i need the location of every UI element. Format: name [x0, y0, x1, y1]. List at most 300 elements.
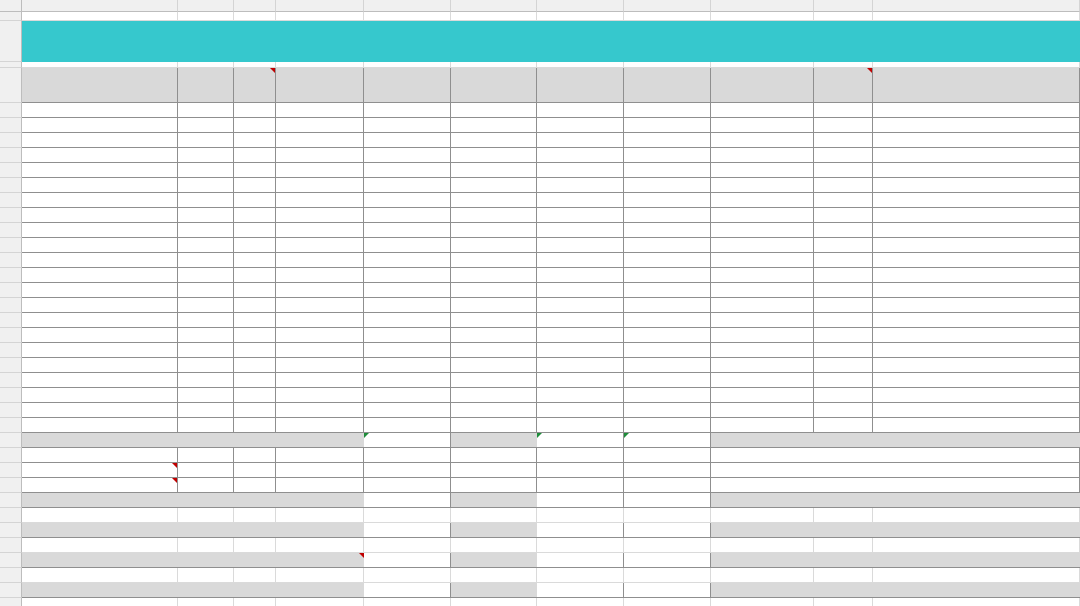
currency-cell[interactable] — [537, 403, 624, 418]
currency-cell[interactable] — [537, 118, 624, 133]
cell-c[interactable] — [234, 148, 276, 163]
cell-d[interactable] — [276, 448, 364, 463]
currency-cell[interactable] — [624, 208, 711, 223]
row-header[interactable] — [0, 238, 22, 253]
cell[interactable] — [234, 568, 276, 583]
cell-d[interactable] — [276, 118, 364, 133]
cell-f[interactable] — [451, 388, 537, 403]
cell-c[interactable] — [234, 403, 276, 418]
cell-f[interactable] — [451, 208, 537, 223]
comment-indicator-icon[interactable] — [867, 68, 872, 73]
cell-i[interactable] — [711, 388, 814, 403]
cell-b[interactable] — [178, 133, 234, 148]
error-indicator-icon[interactable] — [364, 433, 369, 438]
row-header[interactable] — [0, 478, 22, 493]
row-header[interactable] — [0, 103, 22, 118]
cell-f[interactable] — [451, 478, 537, 493]
currency-cell[interactable] — [537, 418, 624, 433]
row-header[interactable] — [0, 148, 22, 163]
cell-i[interactable] — [711, 178, 814, 193]
cell-f[interactable] — [451, 313, 537, 328]
labour_items-name[interactable] — [22, 463, 178, 478]
column-header-b[interactable] — [178, 0, 234, 12]
cell[interactable] — [537, 568, 624, 583]
currency-cell[interactable] — [364, 178, 451, 193]
cell[interactable] — [234, 508, 276, 523]
cell-b[interactable] — [178, 268, 234, 283]
cell-c[interactable] — [234, 388, 276, 403]
cell-c[interactable] — [234, 208, 276, 223]
items-name[interactable] — [22, 418, 178, 433]
cell-j[interactable] — [814, 148, 873, 163]
cell[interactable] — [624, 598, 711, 606]
select-all-corner[interactable] — [0, 0, 22, 12]
currency-cell[interactable] — [624, 223, 711, 238]
currency-cell[interactable] — [364, 328, 451, 343]
cell-k[interactable] — [873, 118, 1080, 133]
cell[interactable] — [711, 12, 814, 21]
cell-d[interactable] — [276, 268, 364, 283]
cell-c[interactable] — [234, 238, 276, 253]
cell-i[interactable] — [711, 223, 814, 238]
currency-cell[interactable] — [364, 268, 451, 283]
cell-c[interactable] — [234, 253, 276, 268]
cell-k[interactable] — [873, 343, 1080, 358]
cell-b[interactable] — [178, 343, 234, 358]
row-header[interactable] — [0, 328, 22, 343]
cell-k[interactable] — [873, 298, 1080, 313]
cell[interactable] — [814, 12, 873, 21]
cell-f[interactable] — [451, 463, 537, 478]
cell-c[interactable] — [234, 358, 276, 373]
cell-c[interactable] — [234, 478, 276, 493]
column-header-f[interactable] — [451, 0, 537, 12]
cell-j[interactable] — [814, 193, 873, 208]
cell[interactable] — [814, 568, 873, 583]
items-name[interactable] — [22, 343, 178, 358]
currency-cell[interactable] — [364, 298, 451, 313]
cell[interactable] — [537, 12, 624, 21]
items-name[interactable] — [22, 283, 178, 298]
cell-d[interactable] — [276, 328, 364, 343]
currency-cell[interactable] — [364, 283, 451, 298]
currency-cell[interactable] — [624, 163, 711, 178]
cell-f[interactable] — [451, 178, 537, 193]
currency-cell[interactable] — [364, 403, 451, 418]
cell[interactable] — [178, 568, 234, 583]
currency-cell[interactable] — [624, 313, 711, 328]
subtotal-build-value[interactable] — [624, 523, 711, 538]
cell-f[interactable] — [451, 223, 537, 238]
cell-i[interactable] — [711, 238, 814, 253]
cell-d[interactable] — [276, 178, 364, 193]
items-name[interactable] — [22, 193, 178, 208]
cell-j[interactable] — [814, 313, 873, 328]
cell-k[interactable] — [873, 313, 1080, 328]
items-name[interactable] — [22, 268, 178, 283]
currency-cell[interactable] — [624, 193, 711, 208]
cell-c[interactable] — [234, 463, 276, 478]
cell-i[interactable] — [711, 478, 1080, 493]
error-indicator-icon[interactable] — [624, 433, 629, 438]
cell-b[interactable] — [178, 163, 234, 178]
currency-cell[interactable] — [624, 148, 711, 163]
cell-b[interactable] — [178, 373, 234, 388]
cell-j[interactable] — [814, 403, 873, 418]
items-name[interactable] — [22, 103, 178, 118]
row-header[interactable] — [0, 538, 22, 553]
currency-cell[interactable] — [537, 253, 624, 268]
cell-f[interactable] — [451, 133, 537, 148]
cell[interactable] — [234, 12, 276, 21]
currency-cell[interactable] — [364, 193, 451, 208]
currency-cell[interactable] — [537, 313, 624, 328]
currency-cell[interactable] — [624, 373, 711, 388]
currency-cell[interactable] — [537, 193, 624, 208]
cell-b[interactable] — [178, 148, 234, 163]
currency-cell[interactable] — [364, 478, 451, 493]
cell-k[interactable] — [873, 163, 1080, 178]
cell[interactable] — [276, 508, 364, 523]
items-name[interactable] — [22, 373, 178, 388]
cell-j[interactable] — [814, 118, 873, 133]
cell-b[interactable] — [178, 313, 234, 328]
cell-k[interactable] — [873, 223, 1080, 238]
cell-f[interactable] — [451, 193, 537, 208]
currency-cell[interactable] — [537, 463, 624, 478]
cell-j[interactable] — [814, 358, 873, 373]
column-header-c[interactable] — [234, 0, 276, 12]
cell-j[interactable] — [814, 268, 873, 283]
currency-cell[interactable] — [624, 253, 711, 268]
cell[interactable] — [537, 598, 624, 606]
cell-d[interactable] — [276, 463, 364, 478]
items-name[interactable] — [22, 133, 178, 148]
row-header[interactable] — [0, 583, 22, 598]
cell-i[interactable] — [711, 253, 814, 268]
row-header[interactable] — [0, 193, 22, 208]
cell-b[interactable] — [178, 388, 234, 403]
cell[interactable] — [276, 12, 364, 21]
subtotal-labour-value[interactable] — [537, 493, 624, 508]
labour_items-name[interactable] — [22, 448, 178, 463]
cell-j[interactable] — [814, 163, 873, 178]
cell-i[interactable] — [711, 103, 814, 118]
contingency-label[interactable] — [22, 553, 364, 568]
subtotal-labour-label[interactable] — [22, 493, 364, 508]
cell-k[interactable] — [873, 133, 1080, 148]
cell-j[interactable] — [814, 253, 873, 268]
cell-c[interactable] — [234, 448, 276, 463]
currency-cell[interactable] — [624, 478, 711, 493]
cell-f[interactable] — [451, 418, 537, 433]
cell-f[interactable] — [451, 373, 537, 388]
total-label[interactable] — [22, 583, 364, 598]
cell-d[interactable] — [276, 388, 364, 403]
cell[interactable] — [451, 568, 537, 583]
cell-j[interactable] — [814, 373, 873, 388]
labour_items-name[interactable] — [22, 478, 178, 493]
currency-cell[interactable] — [364, 103, 451, 118]
contingency-value[interactable] — [537, 553, 624, 568]
cell-f[interactable] — [451, 358, 537, 373]
currency-cell[interactable] — [624, 403, 711, 418]
cell-d[interactable] — [276, 103, 364, 118]
cell-c[interactable] — [234, 163, 276, 178]
cell[interactable] — [814, 538, 873, 553]
comment-indicator-icon[interactable] — [172, 478, 177, 483]
currency-cell[interactable] — [537, 388, 624, 403]
row-header[interactable] — [0, 268, 22, 283]
items-name[interactable] — [22, 403, 178, 418]
row-header[interactable] — [0, 508, 22, 523]
cell[interactable] — [22, 568, 178, 583]
cell-d[interactable] — [276, 163, 364, 178]
cell-k[interactable] — [873, 103, 1080, 118]
cell[interactable] — [451, 12, 537, 21]
currency-cell[interactable] — [537, 283, 624, 298]
comment-indicator-icon[interactable] — [172, 463, 177, 468]
cell-c[interactable] — [234, 103, 276, 118]
cell[interactable] — [22, 508, 178, 523]
subtotal-materials-label[interactable] — [22, 433, 364, 448]
cell-f[interactable] — [451, 163, 537, 178]
cell-k[interactable] — [873, 193, 1080, 208]
cell-j[interactable] — [814, 388, 873, 403]
cell-d[interactable] — [276, 238, 364, 253]
currency-cell[interactable] — [624, 283, 711, 298]
cell[interactable] — [711, 568, 814, 583]
cell[interactable] — [624, 12, 711, 21]
items-name[interactable] — [22, 238, 178, 253]
total-value[interactable] — [624, 583, 711, 598]
cell-f[interactable] — [451, 148, 537, 163]
cell[interactable] — [624, 538, 711, 553]
cell-k[interactable] — [873, 388, 1080, 403]
row-header[interactable] — [0, 373, 22, 388]
currency-cell[interactable] — [537, 148, 624, 163]
total-value[interactable] — [537, 583, 624, 598]
cell-i[interactable] — [711, 358, 814, 373]
cell-k[interactable] — [873, 148, 1080, 163]
row-header[interactable] — [0, 178, 22, 193]
currency-cell[interactable] — [537, 343, 624, 358]
cell-c[interactable] — [234, 283, 276, 298]
cell[interactable] — [276, 538, 364, 553]
currency-cell[interactable] — [624, 418, 711, 433]
cell[interactable] — [22, 598, 178, 606]
cell-k[interactable] — [873, 418, 1080, 433]
cell-i[interactable] — [711, 193, 814, 208]
row-header[interactable] — [0, 253, 22, 268]
currency-cell[interactable] — [364, 163, 451, 178]
cell[interactable] — [364, 508, 451, 523]
subtotal-build-label[interactable] — [22, 523, 364, 538]
currency-cell[interactable] — [624, 343, 711, 358]
items-name[interactable] — [22, 148, 178, 163]
cell-j[interactable] — [814, 418, 873, 433]
subtotal-labour-value[interactable] — [624, 493, 711, 508]
currency-cell[interactable] — [364, 343, 451, 358]
cell-k[interactable] — [873, 373, 1080, 388]
cell[interactable] — [234, 538, 276, 553]
cell-f[interactable] — [451, 448, 537, 463]
currency-cell[interactable] — [537, 208, 624, 223]
cell-i[interactable] — [711, 448, 1080, 463]
cell[interactable] — [711, 508, 814, 523]
cell-b[interactable] — [178, 193, 234, 208]
cell-i[interactable] — [711, 343, 814, 358]
total-value[interactable] — [364, 583, 451, 598]
cell[interactable] — [873, 568, 1080, 583]
currency-cell[interactable] — [624, 268, 711, 283]
cell-b[interactable] — [178, 463, 234, 478]
cell-b[interactable] — [178, 118, 234, 133]
cell-c[interactable] — [234, 223, 276, 238]
cell-i[interactable] — [711, 313, 814, 328]
currency-cell[interactable] — [537, 298, 624, 313]
cell-k[interactable] — [873, 178, 1080, 193]
currency-cell[interactable] — [364, 358, 451, 373]
column-header-a[interactable] — [22, 0, 178, 12]
cell[interactable] — [873, 508, 1080, 523]
row-header[interactable] — [0, 163, 22, 178]
cell[interactable] — [873, 538, 1080, 553]
currency-cell[interactable] — [537, 478, 624, 493]
cell-d[interactable] — [276, 208, 364, 223]
cell-b[interactable] — [178, 403, 234, 418]
cell-c[interactable] — [234, 313, 276, 328]
cell-d[interactable] — [276, 283, 364, 298]
currency-cell[interactable] — [537, 238, 624, 253]
cell-i[interactable] — [711, 418, 814, 433]
currency-cell[interactable] — [364, 148, 451, 163]
subtotal-materials-value[interactable] — [624, 433, 711, 448]
cell[interactable] — [451, 598, 537, 606]
cell-d[interactable] — [276, 298, 364, 313]
row-header[interactable] — [0, 313, 22, 328]
cell-i[interactable] — [711, 403, 814, 418]
cell[interactable] — [711, 538, 814, 553]
cell-d[interactable] — [276, 343, 364, 358]
cell-d[interactable] — [276, 418, 364, 433]
items-name[interactable] — [22, 208, 178, 223]
currency-cell[interactable] — [537, 178, 624, 193]
cell-b[interactable] — [178, 418, 234, 433]
currency-cell[interactable] — [364, 238, 451, 253]
items-name[interactable] — [22, 313, 178, 328]
row-header[interactable] — [0, 598, 22, 606]
cell-f[interactable] — [451, 328, 537, 343]
currency-cell[interactable] — [364, 448, 451, 463]
items-name[interactable] — [22, 118, 178, 133]
currency-cell[interactable] — [364, 388, 451, 403]
cell-k[interactable] — [873, 268, 1080, 283]
cell-d[interactable] — [276, 223, 364, 238]
cell-c[interactable] — [234, 328, 276, 343]
currency-cell[interactable] — [624, 328, 711, 343]
row-header[interactable] — [0, 68, 22, 103]
currency-cell[interactable] — [624, 178, 711, 193]
items-name[interactable] — [22, 298, 178, 313]
items-name[interactable] — [22, 178, 178, 193]
currency-cell[interactable] — [537, 223, 624, 238]
row-header[interactable] — [0, 133, 22, 148]
column-header-k[interactable] — [873, 0, 1080, 12]
row-header[interactable] — [0, 553, 22, 568]
currency-cell[interactable] — [624, 133, 711, 148]
row-header[interactable] — [0, 493, 22, 508]
cell-b[interactable] — [178, 208, 234, 223]
row-header[interactable] — [0, 403, 22, 418]
currency-cell[interactable] — [364, 313, 451, 328]
cell-b[interactable] — [178, 223, 234, 238]
cell-b[interactable] — [178, 103, 234, 118]
comment-indicator-icon[interactable] — [270, 68, 275, 73]
cell[interactable] — [234, 598, 276, 606]
currency-cell[interactable] — [624, 103, 711, 118]
cell[interactable] — [624, 568, 711, 583]
cell[interactable] — [364, 538, 451, 553]
cell-i[interactable] — [711, 133, 814, 148]
currency-cell[interactable] — [537, 358, 624, 373]
cell[interactable] — [814, 508, 873, 523]
cell-k[interactable] — [873, 208, 1080, 223]
cell-i[interactable] — [711, 328, 814, 343]
error-indicator-icon[interactable] — [537, 433, 542, 438]
cell-i[interactable] — [711, 208, 814, 223]
subtotal-materials-value[interactable] — [537, 433, 624, 448]
cell-i[interactable] — [711, 118, 814, 133]
row-header[interactable] — [0, 21, 22, 62]
row-header[interactable] — [0, 12, 22, 21]
cell-c[interactable] — [234, 373, 276, 388]
cell[interactable] — [624, 508, 711, 523]
currency-cell[interactable] — [364, 463, 451, 478]
row-header[interactable] — [0, 523, 22, 538]
cell-c[interactable] — [234, 178, 276, 193]
cell[interactable] — [873, 598, 1080, 606]
currency-cell[interactable] — [364, 223, 451, 238]
cell[interactable] — [22, 538, 178, 553]
row-header[interactable] — [0, 298, 22, 313]
cell[interactable] — [537, 508, 624, 523]
cell-b[interactable] — [178, 283, 234, 298]
column-header-i[interactable] — [711, 0, 814, 12]
column-header-h[interactable] — [624, 0, 711, 12]
cell-d[interactable] — [276, 373, 364, 388]
items-name[interactable] — [22, 358, 178, 373]
cell-b[interactable] — [178, 328, 234, 343]
currency-cell[interactable] — [364, 418, 451, 433]
cell-k[interactable] — [873, 283, 1080, 298]
cell[interactable] — [814, 598, 873, 606]
cell[interactable] — [178, 538, 234, 553]
items-name[interactable] — [22, 163, 178, 178]
cell-f[interactable] — [451, 268, 537, 283]
contingency-value[interactable] — [624, 553, 711, 568]
subtotal-materials-value[interactable] — [364, 433, 451, 448]
cell-c[interactable] — [234, 133, 276, 148]
cell-c[interactable] — [234, 118, 276, 133]
cell-f[interactable] — [451, 118, 537, 133]
row-header[interactable] — [0, 388, 22, 403]
cell-f[interactable] — [451, 238, 537, 253]
currency-cell[interactable] — [624, 298, 711, 313]
currency-cell[interactable] — [537, 133, 624, 148]
currency-cell[interactable] — [364, 253, 451, 268]
cell[interactable] — [451, 508, 537, 523]
